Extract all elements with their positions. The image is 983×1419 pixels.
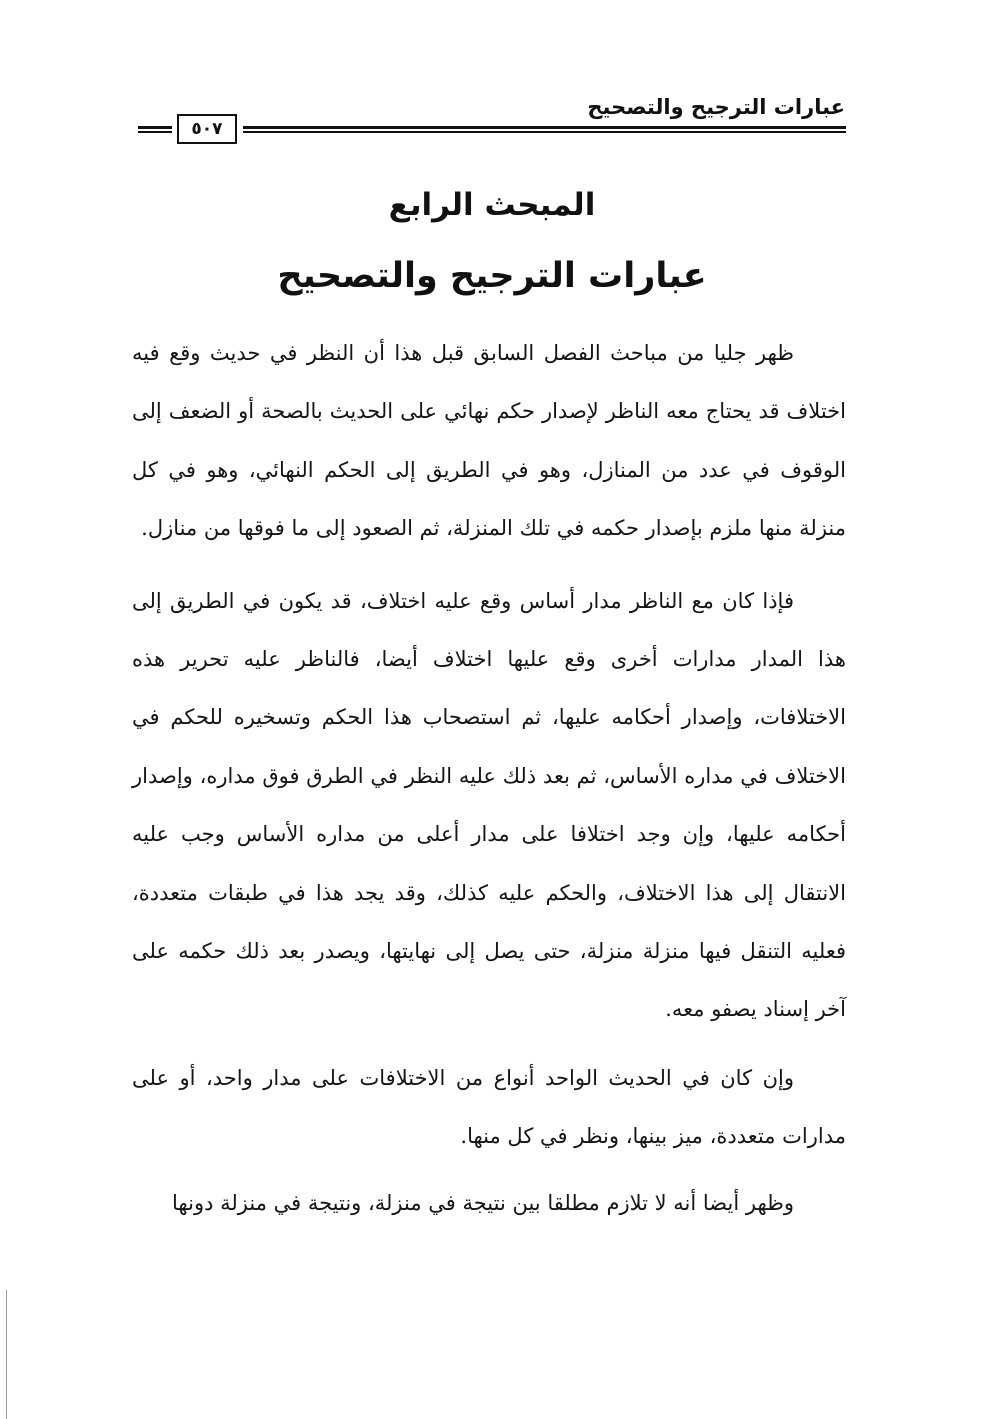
paragraph-3: وإن كان في الحديث الواحد أنواع من الاختلافات على مدار واحد، أو على مدارات متعددة، ميز بينها، ونظر في كل منها. <box>132 1065 846 1149</box>
running-title: عبارات الترجيح والتصحيح <box>587 95 845 119</box>
header-rule-right <box>243 126 846 133</box>
header-rule-left <box>138 126 172 133</box>
chapter-title: عبارات الترجيح والتصحيح <box>277 256 707 296</box>
paragraph-4: وظهر أيضا أنه لا تلازم مطلقا بين نتيجة في منزلة، ونتيجة في منزلة دونها <box>172 1190 794 1215</box>
body-text <box>132 324 846 1232</box>
section-heading: المبحث الرابع <box>388 187 596 223</box>
scan-edge-line <box>6 1290 7 1419</box>
page-number: ٥٠٧ <box>177 114 237 144</box>
paragraph-1: ظهر جليا من مباحث الفصل السابق قبل هذا أن النظر في حديث وقع فيه اختلاف قد يحتاج معه الناظر لإصدار حكم نهائي على الحديث بالصحة أو الضعف إلى الوقوف في عدد من المنازل، وهو في الطريق إلى الحكم النهائي، وهو في كل منزلة منها ملزم بإصدار حكمه في تلك المنزلة، ثم الصعود إلى ما فوقها من منازل. <box>132 341 846 541</box>
paragraph-2: فإذا كان مع الناظر مدار أساس وقع عليه اختلاف، قد يكون في الطريق إلى هذا المدار مدارات أخرى وقع عليها اختلاف أيضا، فالناظر عليه تحرير هذه الاختلافات، وإصدار أحكامه عليها، ثم استصحاب هذا الحكم وتسخيره للحكم في الاختلاف في مداره الأساس، ثم بعد ذلك عليه النظر في الطرق فوق مداره، وإصدار أحكامه عليها، وإن وجد اختلافا على مدار أعلى من مداره الأساس وجب عليه الانتقال إلى هذا الاختلاف، والحكم عليه كذلك، وقد يجد هذا في طبقات متعددة، فعليه التنقل فيها منزلة منزلة، حتى يصل إلى نهايتها، ويصدر بعد ذلك حكمه على آخر إسناد يصفو معه. <box>132 588 846 1022</box>
